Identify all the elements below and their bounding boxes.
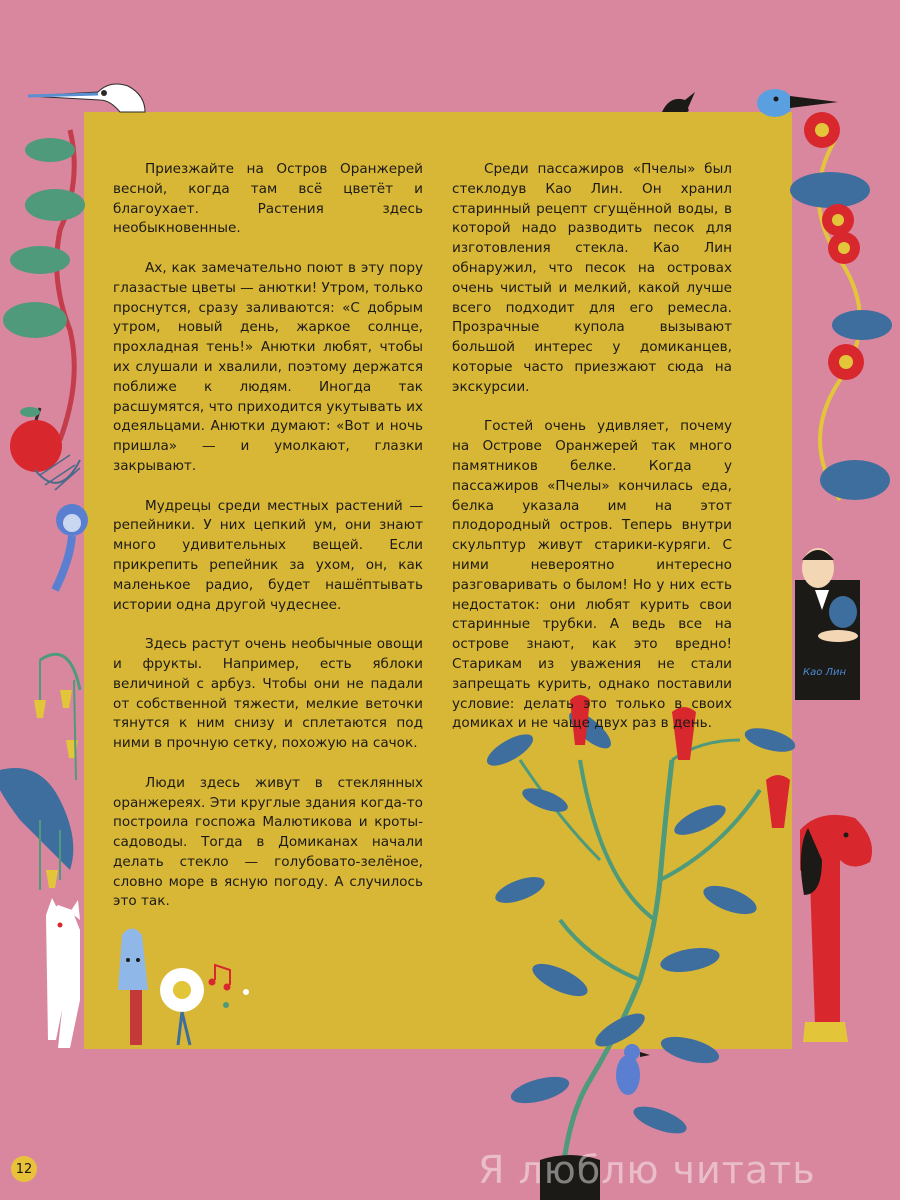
paragraph: Гостей очень удивляет, почему на Острове Оранжерей так много памятников белке. Когда у пассажиров «Пчелы» кончилась еда, белка указала им на этот плодородный остров. Теперь внутри скульптур живут старики-куряги. С ними невероятно интересно разговаривать о былом! Но у них есть недостаток: они любят курить свои старинные трубки. А ведь все на острове знают, как это вредно! Старикам из уважения не стали запрещать курить, однако поставили условие: делать это только в своих домиках и не чаще двух раз в день. (452, 418, 732, 732)
illustration-caption: Као Лин (803, 667, 847, 678)
blue-bird-icon (616, 1044, 650, 1095)
blue-ghost-character-icon (118, 929, 148, 1046)
paragraph: Люди здесь живут в стеклянных оранжереях. Эти круглые здания когда-то построила госпожа Малютикова и кроты-садоводы. Тогда в Домиканах начали делать стекло — голубовато-зелёное, словно море в ясную погоду. А случилось это так. (113, 774, 423, 910)
bell-flowers-left-icon (34, 654, 80, 780)
paragraph: Приезжайте на Остров Оранжерей весной, когда там всё цветёт и благоухает. Растения здесь необыкновенные. (113, 161, 423, 237)
white-cat-icon (46, 898, 80, 1048)
paragraph: Среди пассажиров «Пчелы» был стеклодув Као Лин. Он хранил старинный рецепт сгущённой воды, в которой надо разводить песок для изготовления стекла. Као Лин обнаружил, что песок на островах очень чистый и мелкий, какой лучше всего подходит для его ремесла. Прозрачные купола вызывают большой интерес у домиканцев, которые часто приезжают сюда на экскурсии. (452, 161, 732, 395)
red-dog-icon (800, 815, 872, 1042)
paragraph: Здесь растут очень необычные овощи и фрукты. Например, есть яблоки величиной с арбуз. Чтобы они не падали от собственной тяжести, мелкие веточки тянутся к ним снизу и сплетаются под ними в прочную сетку, похожую на сачок. (113, 636, 423, 752)
right-vine-icon (790, 140, 892, 500)
left-vine-icon (3, 130, 85, 440)
pepper-plant-icon (482, 695, 797, 1200)
watermark: Я люблю читать (478, 1148, 816, 1192)
apple-icon (10, 407, 80, 490)
heron-icon (28, 84, 145, 112)
text-column-left (113, 160, 423, 932)
paragraph: Мудрецы среди местных растений — репейники. У них цепкий ум, они знают много удивительных вещей. Если прикрепить репейник за ухом, он, как маленькое радио, будет нашёптывать истории одна другой чудеснее. (113, 497, 423, 613)
daisy-character-icon (160, 968, 204, 1045)
red-pompom-flowers-icon (804, 112, 864, 380)
crow-icon (662, 92, 695, 112)
monkey-icon (55, 504, 88, 590)
text-column-right (452, 160, 732, 754)
page-number: 12 (11, 1156, 37, 1182)
paragraph: Ах, как замечательно поют в эту пору глазастые цветы — анютки! Утром, только проснутся, сразу заливаются: «С добрым утром, новый день, жаркое солнце, прохладная тень!» Анютки любят, чтобы их слушали и хвалили, поэтому держатся поближе к людям. Иногда так расшумятся, что приходится укутывать их одеяльцами. Анютки думают: «Вот и ночь пришла» — и умолкают, глазки закрывают. (113, 259, 423, 474)
blue-leaf-left-icon (0, 768, 73, 890)
music-notes-icon (209, 965, 250, 1008)
